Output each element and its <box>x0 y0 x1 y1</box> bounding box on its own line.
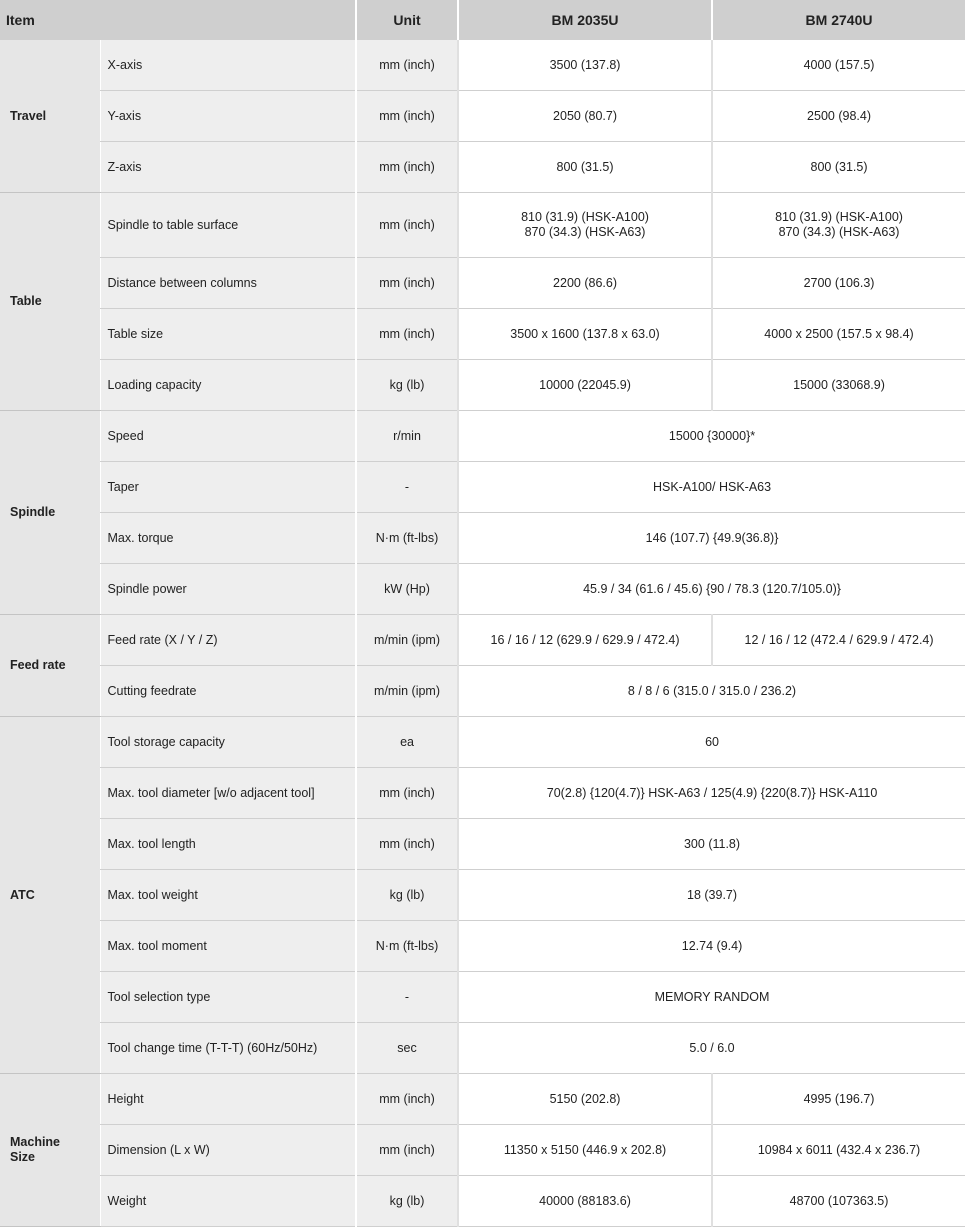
value-model-b <box>712 193 965 258</box>
table-row <box>0 142 965 193</box>
value-line: 810 (31.9) (HSK-A100) <box>775 210 903 224</box>
value-model-a: 11350 x 5150 (446.9 x 202.8) <box>458 1125 712 1176</box>
table-row <box>0 309 965 360</box>
unit-cell: kg (lb) <box>356 1176 458 1227</box>
unit-cell: m/min (ipm) <box>356 615 458 666</box>
unit-cell: mm (inch) <box>356 91 458 142</box>
param-label: Weight <box>100 1176 356 1227</box>
group-label-atc: ATC <box>0 717 100 1074</box>
value-model-a: 2050 (80.7) <box>458 91 712 142</box>
table-row <box>0 411 965 462</box>
table-row <box>0 870 965 921</box>
unit-cell: mm (inch) <box>356 258 458 309</box>
table-row <box>0 564 965 615</box>
param-label: Feed rate (X / Y / Z) <box>100 615 356 666</box>
param-label: Table size <box>100 309 356 360</box>
unit-cell: kg (lb) <box>356 360 458 411</box>
table-row <box>0 1125 965 1176</box>
unit-cell: mm (inch) <box>356 768 458 819</box>
value-shared: MEMORY RANDOM <box>458 972 965 1023</box>
param-label: Loading capacity <box>100 360 356 411</box>
unit-cell: mm (inch) <box>356 819 458 870</box>
value-model-b: 4000 x 2500 (157.5 x 98.4) <box>712 309 965 360</box>
unit-cell: r/min <box>356 411 458 462</box>
value-shared: 146 (107.7) {49.9(36.8)} <box>458 513 965 564</box>
value-model-a: 3500 (137.8) <box>458 40 712 91</box>
value-shared: HSK-A100/ HSK-A63 <box>458 462 965 513</box>
value-line: 870 (34.3) (HSK-A63) <box>524 225 646 239</box>
param-label: Dimension (L x W) <box>100 1125 356 1176</box>
param-label: Height <box>100 1074 356 1125</box>
value-model-b: 4995 (196.7) <box>712 1074 965 1125</box>
unit-cell: kW (Hp) <box>356 564 458 615</box>
table-row <box>0 1074 965 1125</box>
table-row <box>0 1023 965 1074</box>
table-row <box>0 40 965 91</box>
param-label: Distance between columns <box>100 258 356 309</box>
unit-cell: mm (inch) <box>356 142 458 193</box>
table-row <box>0 1176 965 1227</box>
group-label-line: Size <box>10 1150 36 1164</box>
table-row <box>0 513 965 564</box>
table-row <box>0 193 965 258</box>
value-model-b: 10984 x 6011 (432.4 x 236.7) <box>712 1125 965 1176</box>
value-model-a: 16 / 16 / 12 (629.9 / 629.9 / 472.4) <box>458 615 712 666</box>
value-model-b: 800 (31.5) <box>712 142 965 193</box>
unit-cell: N·m (ft-lbs) <box>356 921 458 972</box>
header-model-b: BM 2740U <box>712 0 965 40</box>
unit-cell: kg (lb) <box>356 870 458 921</box>
table-row <box>0 615 965 666</box>
value-model-b: 12 / 16 / 12 (472.4 / 629.9 / 472.4) <box>712 615 965 666</box>
param-label: Tool storage capacity <box>100 717 356 768</box>
header-item: Item <box>0 0 356 40</box>
param-label: X-axis <box>100 40 356 91</box>
header-model-a: BM 2035U <box>458 0 712 40</box>
group-label-line: Machine <box>10 1135 61 1149</box>
table-row <box>0 258 965 309</box>
value-shared: 18 (39.7) <box>458 870 965 921</box>
value-model-b: 48700 (107363.5) <box>712 1176 965 1227</box>
value-model-a <box>458 193 712 258</box>
table-row <box>0 819 965 870</box>
unit-cell: ea <box>356 717 458 768</box>
group-label-machine-size <box>0 1074 100 1227</box>
param-label: Max. tool weight <box>100 870 356 921</box>
param-label: Taper <box>100 462 356 513</box>
param-label: Y-axis <box>100 91 356 142</box>
value-model-a: 10000 (22045.9) <box>458 360 712 411</box>
table-row <box>0 717 965 768</box>
value-model-b: 2700 (106.3) <box>712 258 965 309</box>
group-label-table: Table <box>0 193 100 411</box>
unit-cell: sec <box>356 1023 458 1074</box>
param-label: Spindle power <box>100 564 356 615</box>
value-shared: 12.74 (9.4) <box>458 921 965 972</box>
value-shared: 300 (11.8) <box>458 819 965 870</box>
value-line: 870 (34.3) (HSK-A63) <box>778 225 900 239</box>
param-label: Max. tool length <box>100 819 356 870</box>
group-label-spindle: Spindle <box>0 411 100 615</box>
param-label: Tool change time (T-T-T) (60Hz/50Hz) <box>100 1023 356 1074</box>
header-row <box>0 0 965 40</box>
param-label: Z-axis <box>100 142 356 193</box>
value-model-a: 40000 (88183.6) <box>458 1176 712 1227</box>
value-shared: 5.0 / 6.0 <box>458 1023 965 1074</box>
value-shared: 70(2.8) {120(4.7)} HSK-A63 / 125(4.9) {220(8.7)} HSK-A110 <box>458 768 965 819</box>
value-model-a: 3500 x 1600 (137.8 x 63.0) <box>458 309 712 360</box>
table-row <box>0 768 965 819</box>
unit-cell: - <box>356 972 458 1023</box>
unit-cell: N·m (ft-lbs) <box>356 513 458 564</box>
unit-cell: mm (inch) <box>356 309 458 360</box>
group-label-feed-rate: Feed rate <box>0 615 100 717</box>
unit-cell: m/min (ipm) <box>356 666 458 717</box>
value-shared: 45.9 / 34 (61.6 / 45.6) {90 / 78.3 (120.7/105.0)} <box>458 564 965 615</box>
param-label: Max. tool moment <box>100 921 356 972</box>
table-row <box>0 360 965 411</box>
table-row <box>0 972 965 1023</box>
table-row <box>0 921 965 972</box>
param-label: Spindle to table surface <box>100 193 356 258</box>
value-line: 810 (31.9) (HSK-A100) <box>521 210 649 224</box>
table-row <box>0 462 965 513</box>
value-shared: 60 <box>458 717 965 768</box>
unit-cell: - <box>356 462 458 513</box>
value-model-a: 5150 (202.8) <box>458 1074 712 1125</box>
unit-cell: mm (inch) <box>356 193 458 258</box>
param-label: Max. tool diameter [w/o adjacent tool] <box>100 768 356 819</box>
header-unit: Unit <box>356 0 458 40</box>
value-model-a: 2200 (86.6) <box>458 258 712 309</box>
value-shared: 8 / 8 / 6 (315.0 / 315.0 / 236.2) <box>458 666 965 717</box>
unit-cell: mm (inch) <box>356 1074 458 1125</box>
param-label: Max. torque <box>100 513 356 564</box>
param-label: Cutting feedrate <box>100 666 356 717</box>
value-model-b: 15000 (33068.9) <box>712 360 965 411</box>
unit-cell: mm (inch) <box>356 1125 458 1176</box>
value-shared: 15000 {30000}* <box>458 411 965 462</box>
value-model-a: 800 (31.5) <box>458 142 712 193</box>
group-label-travel: Travel <box>0 40 100 193</box>
unit-cell: mm (inch) <box>356 40 458 91</box>
value-model-b: 2500 (98.4) <box>712 91 965 142</box>
param-label: Tool selection type <box>100 972 356 1023</box>
value-model-b: 4000 (157.5) <box>712 40 965 91</box>
table-row <box>0 666 965 717</box>
param-label: Speed <box>100 411 356 462</box>
table-row <box>0 91 965 142</box>
